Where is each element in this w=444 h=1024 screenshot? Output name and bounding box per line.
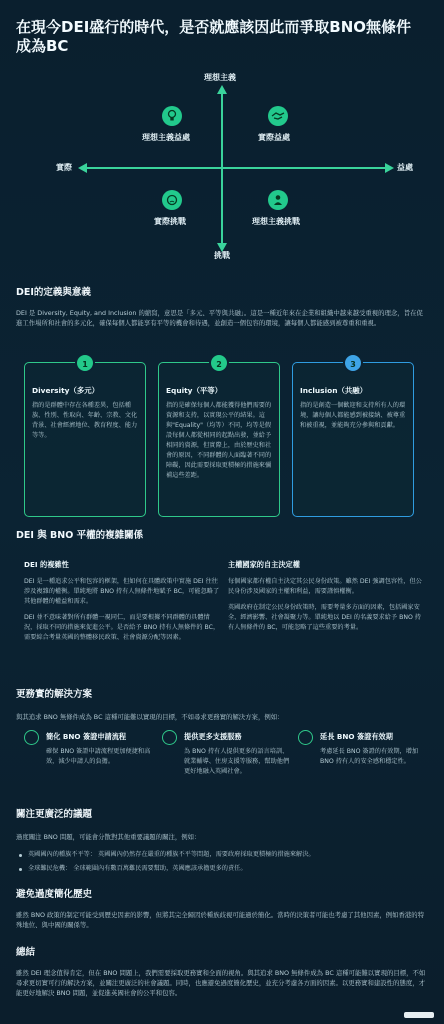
card-title: Inclusion（共融） <box>300 386 368 395</box>
axis-label-top: 理想主義 <box>204 73 236 82</box>
card-inclusion <box>292 362 414 517</box>
solution-text: 考慮延長 BNO 簽證的有效期，增加 BNO 持有人的安全感和穩定性。 <box>320 748 419 765</box>
conclusion-heading: 總結 <box>16 947 36 958</box>
card-title: Equity（平等） <box>166 386 223 395</box>
card-number-badge: 3 <box>343 353 363 373</box>
relation-left-column <box>24 560 220 649</box>
axis-label-right: 益處 <box>397 163 413 172</box>
card-number-badge: 1 <box>75 353 95 373</box>
axis-label-left: 實際 <box>56 163 72 172</box>
solutions-intro: 與其追求 BNO 無條件成為 BC 這種可能難以實現的目標，不如尋求更務實的解決方案，例如： <box>16 713 284 721</box>
relation-section <box>16 527 428 541</box>
solution-title: 簡化 BNO 簽證申請流程 <box>46 732 127 741</box>
arrow-left-icon <box>78 163 87 173</box>
solutions-heading: 更務實的解決方案 <box>16 689 93 700</box>
relation-columns <box>16 560 428 680</box>
broader-intro: 過度關注 BNO 問題，可能會分散對其他重要議題的關注，例如： <box>16 833 201 841</box>
person-icon <box>268 190 288 210</box>
solutions-list <box>16 730 428 798</box>
history-heading: 避免過度簡化歷史 <box>16 889 93 900</box>
column-title: DEI 的複雜性 <box>24 560 69 569</box>
card-text: 指的是確保每個人都能獲得他們需要的資源和支持，以實現公平的結果。這與"Equality"（均等）不同，均等是假設每個人都從相同的起點出發，並給予相同的資源，但實際上，由於歷史和社會的原因，不同群體的人面臨著不同的障礙，因此需要採取更積極的措施來彌補這些差距。 <box>166 402 272 479</box>
card-text: 指的是群體中存在各種差異，包括種族、性別、性取向、年齡、宗教、文化背景、社會經濟地位、教育程度、能力等等。 <box>32 402 138 439</box>
circle-icon <box>162 730 177 745</box>
broader-bullets <box>16 850 428 874</box>
solution-item <box>162 730 292 777</box>
column-paragraph: 英國政府在制定公民身份政策時，需要考量多方面的因素，包括國家安全、經濟影響、社會凝聚力等。單純地以 DEI 的名義要求給予 BNO 持有人無條件的 BC，可能忽略了這些重要的考量。 <box>228 604 421 631</box>
quadrant-bottom-right-label: 理想主義挑戰 <box>252 217 300 226</box>
broader-heading: 關注更廣泛的議題 <box>16 809 93 820</box>
relation-heading: DEI 與 BNO 平權的複雜關係 <box>16 530 144 541</box>
solutions-section <box>16 686 428 722</box>
arrow-up-icon <box>217 85 227 94</box>
column-paragraph: DEI 是一種追求公平和包容的框架，但如何在具體政策中實施 DEI 往往涉及複雜的權衡。單純地將 BNO 持有人無條件地賦予 BC，可能忽略了其他群體的權益和需求。 <box>24 578 220 605</box>
lightbulb-icon <box>162 106 182 126</box>
quadrant-diagram <box>16 73 428 262</box>
relation-right-column <box>228 560 424 639</box>
card-number-badge: 2 <box>209 353 229 373</box>
card-title: Diversity（多元） <box>32 386 99 395</box>
bullet-item: 英國國內的種族不平等： 英國國內仍然存在嚴重的種族不平等問題，需要政府採取更積極的措施來解決。 <box>16 850 428 860</box>
watermark-badge <box>404 1012 434 1018</box>
solution-title: 延長 BNO 簽證有效期 <box>320 732 393 741</box>
handshake-icon <box>268 106 288 126</box>
solution-text: 為 BNO 持有人提供更多的語言培訓、就業輔導、住房支援等服務，幫助他們更好地融入英國社會。 <box>184 748 290 775</box>
conclusion-section <box>16 944 428 998</box>
axis-label-bottom: 挑戰 <box>214 251 230 260</box>
column-title: 主權國家的自主決定權 <box>228 560 300 569</box>
broader-section <box>16 806 428 878</box>
history-section <box>16 886 428 930</box>
page-title: 在現今DEI盛行的時代，是否就應該因此而爭取BNO無條件成為BC <box>16 18 412 55</box>
vertical-axis <box>221 94 223 244</box>
solution-title: 提供更多支援服務 <box>184 732 242 741</box>
solution-text: 確保 BNO 簽證申請流程更加便捷和高效，減少申請人的負擔。 <box>46 748 151 765</box>
column-paragraph: DEI 並不意味著對所有群體一視同仁，而是要根據不同群體的具體情況，採取不同的措施來促進公平。是否給予 BNO 持有人無條件的 BC，需要綜合考量英國的整體移民政策、社會資源分配等因素。 <box>24 614 220 641</box>
dei-definition-section <box>16 284 428 328</box>
dei-cards <box>16 362 428 522</box>
solution-item <box>298 730 428 767</box>
horizontal-axis <box>86 167 386 169</box>
solution-item <box>24 730 154 767</box>
card-diversity <box>24 362 146 517</box>
dei-intro: DEI 是 Diversity, Equity, and Inclusion 的縮寫，意思是「多元、平等與共融」。這是一種近年來在企業和組織中越來越受重視的理念，旨在促進工作場所和社會的多元化，確保每個人都能享有平等的機會和待遇，並創造一個包容的環境，讓每個人都能感到被尊重和重視。 <box>16 309 423 327</box>
dei-heading: DEI的定義與意義 <box>16 287 91 298</box>
column-paragraph: 每個國家都有權自主決定其公民身份政策。雖然 DEI 強調包容性，但公民身份涉及國家的主權和利益，需要謹慎權衡。 <box>228 578 422 595</box>
history-text: 雖然 BNO 政策的制定可能受到歷史因素的影響，但將其完全歸因於種族歧視可能過於簡化。當時的決策者可能也考慮了其他因素，例如香港的特殊地位、與中國的關係等。 <box>16 911 425 929</box>
card-equity <box>158 362 280 517</box>
circle-icon <box>24 730 39 745</box>
conclusion-text: 雖然 DEI 理念值得肯定，但在 BNO 問題上，我們需要採取更務實和全面的視角。與其追求 BNO 無條件成為 BC 這種可能難以實現的目標，不如尋求更切實可行的解決方案，並關注更廣泛的社會議題。同時，也應避免過度簡化歷史，並充分考慮各方面的因素。以更務實和建設性的態度，才能更好地解決 BNO 問題，並促進英國社會的公平和包容。 <box>16 969 426 997</box>
circle-icon <box>298 730 313 745</box>
bullet-item: 全球難民危機： 全球範圍內有數百萬難民需要幫助，英國應該承擔更多的責任。 <box>16 864 428 874</box>
card-text: 指的是創造一個歡迎和支持所有人的環境，讓每個人都能感到被接納、被尊重和被重視，並能夠充分參與和貢獻。 <box>300 402 406 429</box>
arrow-right-icon <box>385 163 394 173</box>
face-icon <box>162 190 182 210</box>
quadrant-top-left-label: 理想主義益處 <box>142 133 190 142</box>
quadrant-top-right-label: 實際益處 <box>258 133 290 142</box>
quadrant-bottom-left-label: 實際挑戰 <box>154 217 186 226</box>
